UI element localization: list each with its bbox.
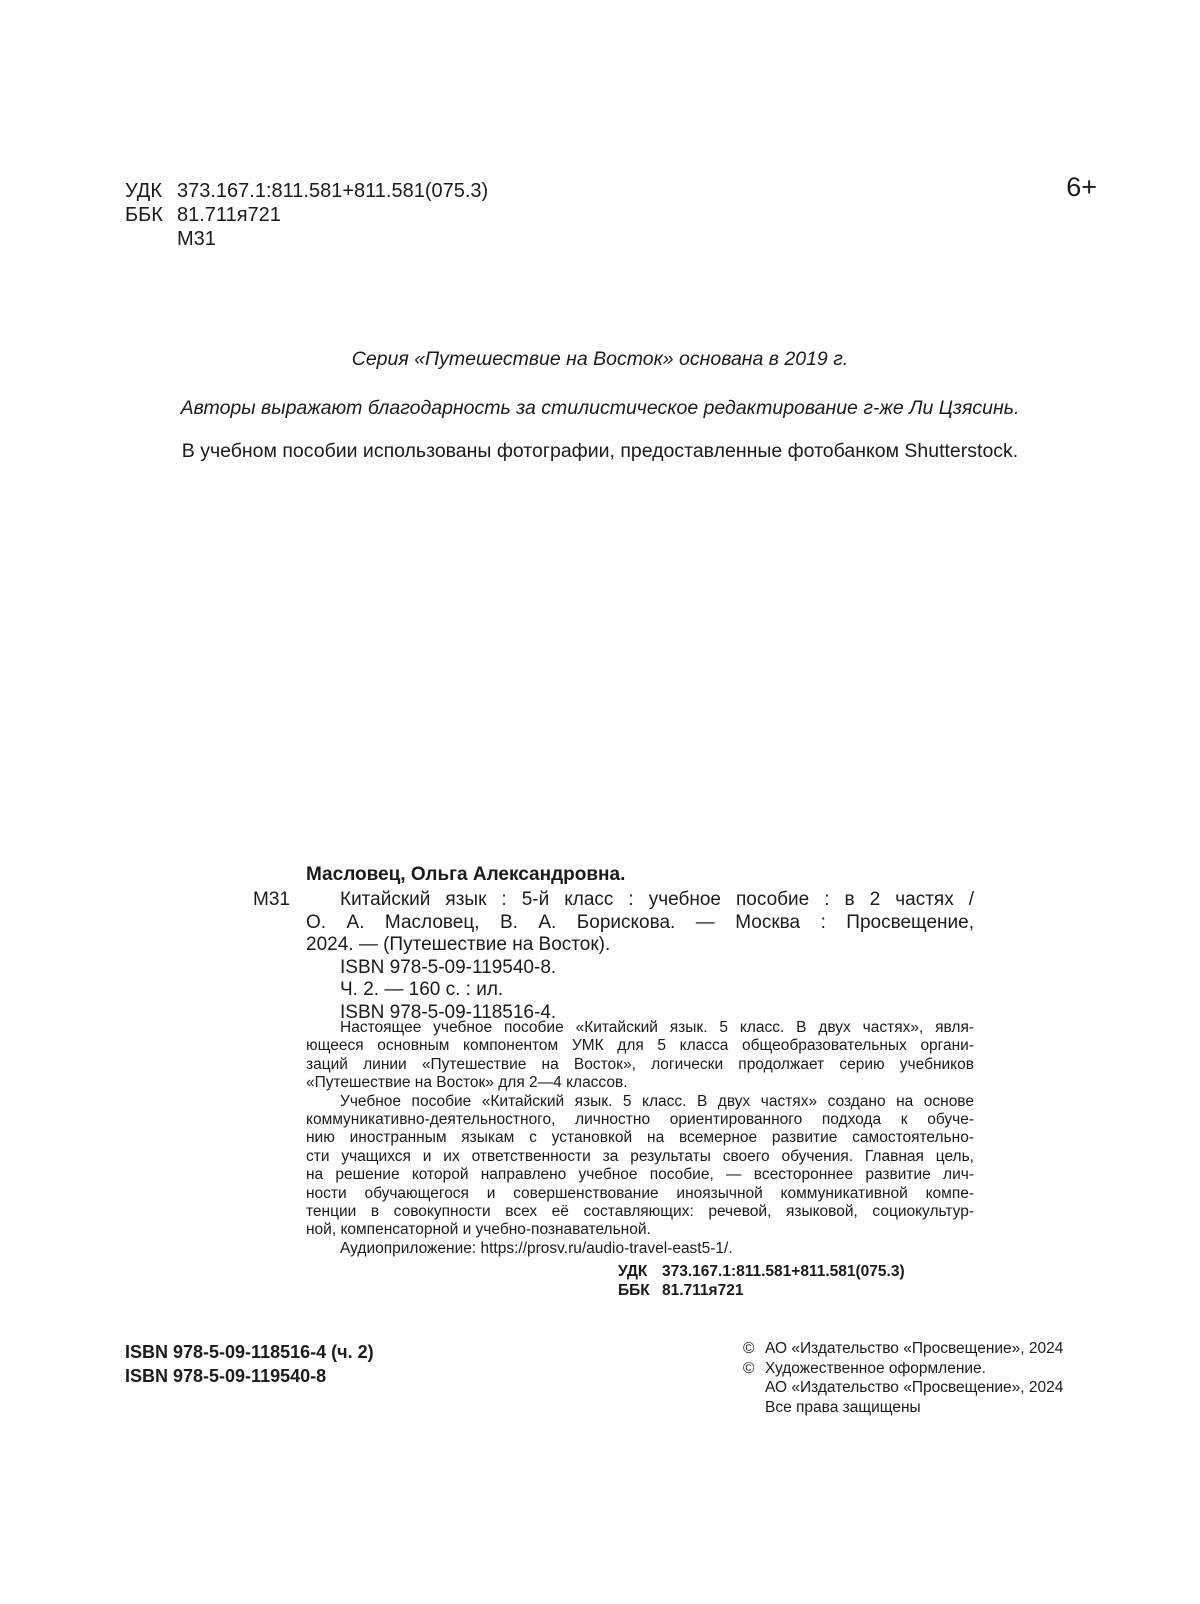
isbn-part-2: ISBN 978-5-09-118516-4 (ч. 2) xyxy=(125,1342,374,1362)
annotation-line: «Путешествие на Восток» для 2—4 классов. xyxy=(306,1074,628,1092)
isbn-set: ISBN 978-5-09-119540-8 xyxy=(125,1366,327,1386)
series-note: Серия «Путешествие на Восток» основана в 2019 г. xyxy=(351,348,849,370)
author-mark-row xyxy=(125,227,488,251)
card-bbk-value: 81.711я721 xyxy=(662,1282,744,1299)
card-body xyxy=(306,889,974,1024)
card-isbn-part: ISBN 978-5-09-118516-4. xyxy=(340,1001,557,1023)
copyright-line: Все права защищены xyxy=(765,1398,921,1416)
classification-codes xyxy=(125,179,488,251)
copyright-block xyxy=(743,1339,1063,1417)
copyright-symbol: © xyxy=(743,1359,755,1377)
bbk-row xyxy=(125,203,488,227)
card-title-line: 2024. — (Путешествие на Восток). xyxy=(306,934,611,955)
annotation-line: Учебное пособие «Китайский язык. 5 класс. В двух частях» создано на основе xyxy=(340,1092,974,1110)
copyright-line: АО «Издательство «Просвещение», 2024 xyxy=(765,1379,1064,1396)
card-udk-row xyxy=(618,1262,905,1281)
udk-value: 373.167.1:811.581+811.581(075.3) xyxy=(177,180,489,202)
card-title-line: О. А. Масловец, В. А. Борискова. — Москва : Просвещение, xyxy=(306,911,974,933)
annotation-line: ности обучающегося и совершенствование иноязычной коммуникативной компе- xyxy=(306,1184,974,1202)
card-udk-value: 373.167.1:811.581+811.581(075.3) xyxy=(662,1263,905,1280)
annotation-line: заций линии «Путешествие на Восток», логически продолжает серию учебников xyxy=(306,1055,974,1073)
card-author: Масловец, Ольга Александровна. xyxy=(306,864,626,885)
copyright-line: © Художественное оформление. xyxy=(743,1359,986,1377)
annotation-line: Настоящее учебное пособие «Китайский язык. 5 класс. В двух частях», явля- xyxy=(340,1019,974,1036)
udk-label: УДК xyxy=(125,180,163,202)
udk-row xyxy=(125,179,488,203)
photo-credit-note: В учебном пособии использованы фотографии, предоставленные фотобанком Shutterstock. xyxy=(181,440,1019,462)
card-code: М31 xyxy=(253,889,290,910)
author-mark: М31 xyxy=(177,228,216,250)
card-title-line: Китайский язык : 5-й класс : учебное пособие : в 2 частях / xyxy=(340,889,974,910)
acknowledgement-note: Авторы выражают благодарность за стилистическое редактирование г-же Ли Цзясинь. xyxy=(180,397,1020,419)
card-bbk-label: ББК xyxy=(618,1282,650,1299)
isbn-block xyxy=(125,1340,374,1388)
annotation-line: нию иностранным языкам с установкой на всемерное развитие самостоятельно- xyxy=(306,1129,974,1147)
card-classification-codes xyxy=(618,1262,905,1300)
copyright-line: © АО «Издательство «Просвещение», 2024 xyxy=(743,1340,1064,1357)
annotation-line: на решение которой направлено учебное пособие, — всестороннее развитие лич- xyxy=(306,1166,974,1184)
annotation xyxy=(306,1019,974,1258)
audio-link: Аудиоприложение: https://prosv.ru/audio-travel-east5-1/. xyxy=(340,1239,733,1257)
bbk-value: 81.711я721 xyxy=(177,204,281,226)
age-rating: 6+ xyxy=(1066,172,1097,202)
annotation-line: коммуникативно-деятельностного, личностно ориентированного подхода к обуче- xyxy=(306,1111,974,1129)
card-part: Ч. 2. — 160 с. : ил. xyxy=(340,979,504,1000)
bbk-label: ББК xyxy=(125,204,163,226)
copyright-symbol: © xyxy=(743,1340,755,1357)
annotation-line: ной, компенсаторной и учебно-познавательной. xyxy=(306,1221,651,1239)
annotation-line: сти учащихся и их ответственности за результаты своего обучения. Главная цель, xyxy=(306,1147,974,1165)
card-bbk-row xyxy=(618,1281,905,1300)
annotation-line: тенции в совокупности всех её составляющих: речевой, языковой, социокультур- xyxy=(306,1203,974,1221)
card-isbn-set: ISBN 978-5-09-119540-8. xyxy=(340,956,557,978)
annotation-line: ющееся основным компонентом УМК для 5 класса общеобразовательных органи- xyxy=(306,1037,974,1055)
card-udk-label: УДК xyxy=(618,1263,648,1280)
